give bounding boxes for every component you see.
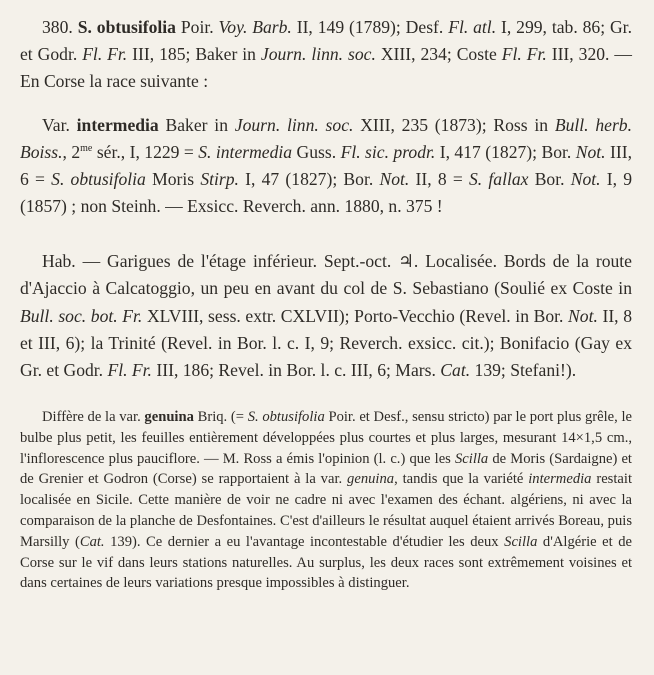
variety-name: intermedia <box>528 471 592 488</box>
ref-title: Fl. Fr. <box>107 360 152 381</box>
ref-detail: Moris <box>152 169 195 189</box>
species-entry-paragraph <box>20 14 632 95</box>
note-text: restait localisée en Sicile. Cette manière de voir ne cadre ni avec l'examen des échant. algériens, ni avec la comparaison de la planche de Desfontaines. C'est d'ailleurs le résultat auquel étaient arrivés Boreau, puis Marsilly ( <box>20 471 633 550</box>
habitat-text: XLVIII, sess. extr. CXLVII); Porto-Vecchio (Revel. in Bor. <box>146 305 564 326</box>
ref-title: Cat. <box>79 533 105 550</box>
ref-title: Cat. <box>440 360 471 381</box>
ref-detail: , 2 <box>62 142 81 162</box>
synonym: S. fallax <box>469 169 529 189</box>
ref-detail: III, 6 = <box>20 142 632 189</box>
ref-detail: III, 185; Baker in <box>132 44 256 64</box>
note-text: de Moris (Sardaigne) et de Grenier et Godron (Corse) se rapportaient à la var. <box>20 450 632 488</box>
habitat-text: Hab. — Garigues de l'étage inférieur. Sept.-oct. ♃. Localisée. Bords de la route d'Ajaccio à Calcatoggio, un peu en avant du col de S. Sebastiano (Soulié ex Coste in <box>20 251 632 299</box>
species-name: obtusifolia <box>96 17 176 37</box>
ref-title: Not. <box>575 142 606 162</box>
ref-detail: III, 320. — En Corse la race suivante : <box>20 44 632 91</box>
synonym: S. intermedia <box>198 142 293 162</box>
habitat-paragraph <box>20 248 632 384</box>
variety-author: Baker in <box>165 115 228 135</box>
species-name-genus: S. <box>77 17 92 37</box>
ref-title: Bull. herb. Boiss. <box>20 115 633 162</box>
ref-title: Stirp. <box>200 169 239 189</box>
note-text: Diffère de la var. <box>42 409 141 425</box>
ref-title: Journ. linn. soc. <box>234 115 354 135</box>
ref-title: Journ. linn. soc. <box>260 44 376 64</box>
ref-title: Fl. atl. <box>448 17 497 37</box>
ref-detail: XIII, 235 (1873); Ross in <box>360 115 549 135</box>
genus-name: Scilla <box>504 533 538 550</box>
variety-name: genuina <box>347 471 395 488</box>
variety-prefix: Var. <box>42 115 70 135</box>
ref-detail: II, 149 (1789); Desf. <box>296 17 444 37</box>
ordinal-superscript: me <box>80 143 93 155</box>
note-text: d'Algérie et de Corse sur le vif dans leurs stations naturelles. Au surplus, les deux races sont extrêmement voisines et dans certaines de leurs variations presque impossibles à distinguer. <box>20 533 632 592</box>
ref-detail: I, 299, tab. 86; Gr. et Godr. <box>20 17 632 64</box>
ref-title: Fl. Fr. <box>501 44 547 64</box>
ref-detail: I, 417 (1827); Bor. <box>439 142 572 162</box>
habitat-text: 139; Stefani!). <box>474 360 577 381</box>
ref-detail: sér., I, 1229 = <box>96 142 194 162</box>
ref-detail: I, 9 (1857) ; non Steinh. — Exsicc. Reverch. ann. 1880, n. 375 ! <box>20 169 633 216</box>
genus-name: Scilla <box>454 450 489 467</box>
note-text: Briq. (= <box>197 409 244 425</box>
note-text: 139). Ce dernier a eu l'avantage incontestable d'étudier les deux <box>110 533 499 550</box>
ref-detail: II, 8 = <box>415 169 463 189</box>
ref-title: Not. <box>379 169 410 189</box>
ref-title: Fl. Fr. <box>82 44 128 64</box>
variety-name: intermedia <box>76 115 159 135</box>
ref-detail: I, 47 (1827); Bor. <box>245 169 374 189</box>
note-paragraph <box>20 407 632 594</box>
synonym: S. obtusifolia <box>247 409 325 425</box>
synonym: S. obtusifolia <box>51 169 146 189</box>
ref-title: Bull. soc. bot. Fr. <box>20 305 143 326</box>
ref-detail: XIII, 234; Coste <box>380 44 497 64</box>
habitat-text: III, 186; Revel. in Bor. l. c. III, 6; Mars. <box>156 360 436 381</box>
ref-title: Fl. sic. prodr. <box>340 142 436 162</box>
ref-detail: Guss. <box>296 142 337 162</box>
species-author: Poir. <box>180 17 214 37</box>
ref-title: Voy. Barb. <box>218 17 292 37</box>
variety-name: genuina <box>144 409 194 425</box>
ref-detail: Bor. <box>534 169 565 189</box>
note-text: Poir. et Desf., sensu stricto) par le port plus grêle, le bulbe plus petit, les feuilles entièrement développées plus courtes et plus larges, mesurant 14×1,5 cm., l'inflorescence plus pauciflore. — M. Ross a émis l'opinion (l. c.) que les <box>20 409 633 467</box>
variety-paragraph <box>20 112 632 220</box>
ref-title: Not. <box>568 305 598 326</box>
ref-title: Not. <box>570 169 601 189</box>
note-text: , tandis que la variété <box>394 471 524 488</box>
entry-number: 380. <box>42 17 73 37</box>
habitat-text: II, 8 et III, 6); la Trinité (Revel. in Bor. l. c. I, 9; Reverch. exsicc. cit.); Bonifacio (Gay ex Gr. et Godr. <box>20 305 632 381</box>
